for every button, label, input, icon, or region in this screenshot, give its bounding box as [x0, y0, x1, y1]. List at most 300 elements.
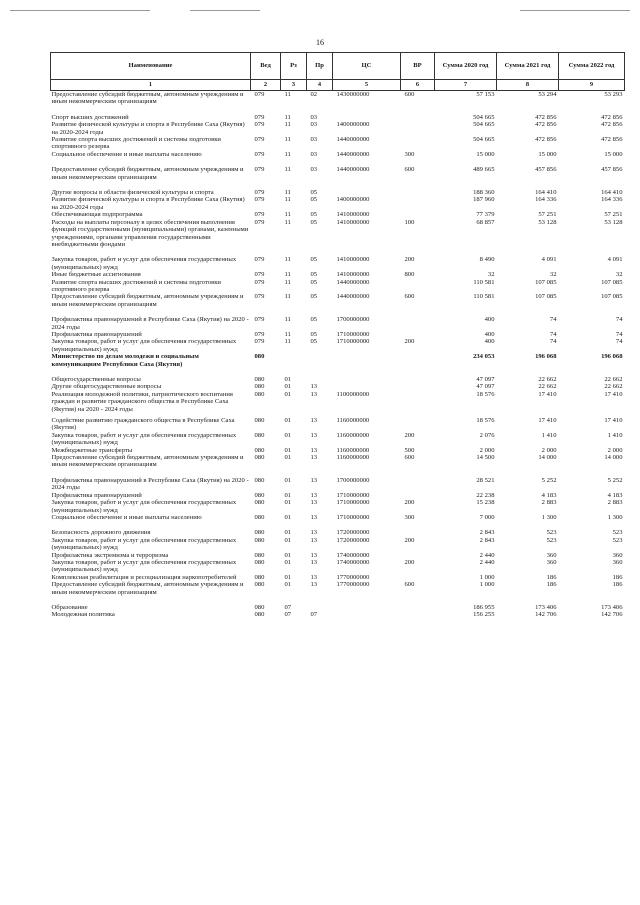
row-vr: 200 [404, 558, 415, 566]
row-ved: 080 [254, 431, 265, 439]
row-ved: 080 [254, 390, 265, 398]
row-vr [401, 477, 435, 492]
row-name: Закупка товаров, работ и услуг для обеспечения государственных (муниципальных) нужд [51, 431, 237, 447]
row-name: Развитие физической культуры и спорта в Республике Саха (Якутия) на 2020-2024 годы [51, 121, 245, 136]
table-row [51, 432, 625, 447]
row-ved: 079 [254, 196, 265, 204]
column-header: Наименование [51, 53, 251, 80]
row-sum-2021: 17 410 [538, 417, 557, 425]
row-pr: 13 [310, 499, 318, 507]
row-pr: 13 [310, 536, 318, 544]
row-cs [333, 189, 401, 196]
table-row [51, 219, 625, 257]
table-row [51, 151, 625, 166]
row-sum-2021: 53 294 [538, 91, 557, 98]
table-row [51, 537, 625, 552]
row-vr: 600 [404, 91, 415, 98]
row-cs: 1710000000 [336, 499, 370, 507]
row-ved: 079 [254, 271, 265, 279]
table-row [51, 383, 625, 390]
row-pr: 03 [310, 113, 318, 121]
column-number: 4 [307, 80, 333, 91]
row-pr [307, 604, 333, 611]
table-row [51, 611, 625, 618]
row-cs: 1410000000 [336, 218, 370, 226]
row-sum-2022: 17 410 [604, 417, 623, 425]
table-row [51, 121, 625, 136]
row-pr: 05 [310, 338, 318, 346]
row-sum-2021: 164 410 [535, 189, 557, 197]
row-vr: 600 [404, 581, 415, 589]
row-vr [401, 316, 435, 331]
row-cs: 1440000000 [336, 166, 370, 174]
row-vr: 100 [404, 218, 415, 226]
column-number: 6 [401, 80, 435, 91]
column-header: Рз [281, 53, 307, 80]
row-pr [307, 376, 333, 383]
row-name: Предоставление субсидий бюджетным, автономным учреждениям и иным некоммерческим организациям [51, 91, 244, 106]
row-pr: 05 [310, 278, 318, 286]
row-ved: 079 [254, 91, 265, 98]
row-name: Предоставление субсидий бюджетным, автономным учреждениям и иным некоммерческим организациям [51, 454, 244, 469]
table-row [51, 492, 625, 499]
row-vr [401, 376, 435, 383]
row-sum-2022: 523 [612, 529, 623, 537]
row-vr: 300 [404, 150, 415, 158]
row-pr: 13 [310, 491, 318, 499]
row-sum-2021: 74 [549, 338, 557, 346]
row-ved: 080 [254, 353, 265, 361]
row-sum-2020: 2 076 [479, 431, 495, 439]
row-cs: 1720000000 [336, 536, 370, 544]
row-cs: 1700000000 [336, 316, 370, 324]
row-cs [333, 611, 401, 618]
row-sum-2022: 22 662 [604, 383, 623, 391]
row-ved: 080 [254, 558, 265, 566]
row-name: Закупка товаров, работ и услуг для обеспечения государственных (муниципальных) нужд [51, 558, 237, 574]
row-sum-2021: 523 [546, 536, 557, 544]
row-ved: 079 [254, 150, 265, 158]
scan-artifact [190, 10, 260, 11]
row-rz: 07 [284, 611, 292, 619]
row-rz: 11 [284, 211, 291, 219]
row-cs: 1710000000 [336, 513, 370, 521]
row-rz: 01 [284, 417, 292, 425]
row-sum-2021: 17 410 [538, 390, 557, 398]
row-ved: 080 [254, 499, 265, 507]
row-pr: 05 [310, 218, 318, 226]
row-sum-2020: 400 [484, 338, 495, 346]
table-row [51, 271, 625, 278]
table-row [51, 114, 625, 121]
row-sum-2022: 107 085 [601, 293, 623, 301]
row-rz: 11 [284, 278, 291, 286]
row-sum-2021: 360 [546, 558, 557, 566]
row-sum-2020: 400 [484, 330, 495, 338]
row-sum-2022: 32 [615, 271, 623, 279]
row-vr [401, 196, 435, 211]
row-name: Предоставление субсидий бюджетным, автономным учреждениям и иным некоммерческим организациям [51, 293, 244, 308]
row-sum-2020: 77 379 [476, 211, 495, 219]
row-cs: 1440000000 [336, 293, 370, 301]
row-pr: 05 [310, 330, 318, 338]
row-ved: 079 [254, 278, 265, 286]
row-rz: 11 [284, 196, 291, 204]
row-rz: 01 [284, 446, 292, 454]
row-cs: 1710000000 [336, 491, 370, 499]
row-pr: 13 [310, 581, 318, 589]
row-sum-2021: 32 [549, 271, 557, 279]
row-name: Профилактика экстремизма и терроризма [51, 551, 169, 559]
row-cs: 1700000000 [336, 476, 370, 484]
row-ved: 080 [254, 551, 265, 559]
row-sum-2022: 173 406 [601, 603, 623, 611]
row-sum-2022: 2 883 [607, 499, 623, 507]
row-rz: 01 [284, 536, 292, 544]
row-sum-2022: 472 856 [601, 121, 623, 129]
table-row [51, 256, 625, 271]
row-sum-2021: 107 085 [535, 278, 557, 286]
row-sum-2021: 15 000 [538, 150, 557, 158]
row-name: Комплексная реабилитация и ресоциализация наркопотребителей [51, 573, 237, 581]
row-rz: 01 [284, 491, 292, 499]
row-cs: 1160000000 [336, 417, 370, 425]
row-ved: 079 [254, 330, 265, 338]
row-sum-2021: 22 662 [538, 383, 557, 391]
row-name: Содействие развитию гражданского общества в Республике Саха (Якутия) [51, 417, 235, 432]
row-sum-2022: 1 300 [607, 513, 623, 521]
table-row [51, 477, 625, 492]
row-sum-2021: 360 [546, 551, 557, 559]
row-pr: 13 [310, 529, 318, 537]
row-vr [401, 211, 435, 218]
table-row [51, 499, 625, 514]
table-row [51, 91, 625, 114]
row-rz: 01 [284, 390, 292, 398]
row-rz: 01 [284, 558, 292, 566]
row-sum-2022: 74 [615, 316, 623, 324]
row-sum-2022: 457 856 [601, 166, 623, 174]
table-row [51, 353, 625, 376]
row-cs: 1400000000 [336, 196, 370, 204]
column-number: 1 [51, 80, 251, 91]
row-ved: 080 [254, 446, 265, 454]
row-cs: 1770000000 [336, 573, 370, 581]
row-cs: 1440000000 [336, 278, 370, 286]
row-cs: 1720000000 [336, 529, 370, 537]
row-name: Министерство по делам молодежи и социальным коммуникациям Республики Саха (Якутия) [51, 353, 199, 368]
scan-artifact [10, 10, 150, 11]
row-ved: 080 [254, 529, 265, 537]
row-pr: 13 [310, 513, 318, 521]
row-vr [401, 121, 435, 136]
row-name: Профилактика правонарушений в Республике Саха (Якутия) на 2020 - 2024 годы [51, 476, 249, 492]
row-rz: 01 [284, 476, 292, 484]
row-sum-2022: 57 251 [604, 211, 623, 219]
row-pr: 13 [310, 417, 318, 425]
row-pr: 03 [310, 136, 318, 144]
row-rz: 11 [284, 189, 291, 197]
row-sum-2022: 164 336 [601, 196, 623, 204]
row-name: Иные бюджетные ассигнования [51, 271, 141, 279]
row-vr [401, 136, 435, 151]
row-sum-2021: 472 856 [535, 121, 557, 129]
row-rz: 01 [284, 573, 292, 581]
row-sum-2020: 28 521 [476, 476, 495, 484]
row-cs: 1100000000 [336, 390, 370, 398]
row-name: Обеспечивающая подпрограмма [51, 211, 143, 219]
table-row [51, 574, 625, 581]
table-row [51, 293, 625, 316]
row-sum-2022: 196 068 [601, 353, 623, 361]
row-rz: 11 [284, 330, 291, 338]
row-ved: 080 [254, 573, 265, 581]
page-number: 16 [316, 38, 324, 47]
row-name: Закупка товаров, работ и услуг для обеспечения государственных (муниципальных) нужд [51, 256, 237, 271]
row-name: Профилактика правонарушений [51, 330, 142, 338]
row-name: Безопасность дорожного движения [51, 529, 151, 537]
row-ved: 079 [254, 166, 265, 174]
row-sum-2020: 14 500 [476, 454, 495, 462]
row-rz: 11 [284, 256, 291, 264]
column-header: Пр [307, 53, 333, 80]
column-header: Сумма 2021 год [497, 53, 559, 80]
table-row [51, 391, 625, 417]
row-sum-2021: 173 406 [535, 603, 557, 611]
row-vr: 200 [404, 431, 415, 439]
row-pr: 13 [310, 573, 318, 581]
row-sum-2020: 504 665 [473, 121, 495, 129]
row-sum-2022: 186 [612, 573, 623, 581]
row-ved: 080 [254, 603, 265, 611]
row-vr [401, 383, 435, 390]
row-name: Закупка товаров, работ и услуг для обеспечения государственных (муниципальных) нужд [51, 499, 237, 514]
row-sum-2020: 504 665 [473, 136, 495, 144]
table-row [51, 316, 625, 331]
row-sum-2021: 2 000 [541, 446, 557, 454]
row-sum-2022: 164 410 [601, 189, 623, 197]
row-sum-2020: 2 440 [479, 558, 495, 566]
row-vr: 600 [404, 454, 415, 462]
row-sum-2021: 523 [546, 529, 557, 537]
column-number: 7 [435, 80, 497, 91]
row-ved: 080 [254, 513, 265, 521]
table-row [51, 376, 625, 383]
row-sum-2022: 360 [612, 558, 623, 566]
row-sum-2020: 186 955 [473, 603, 495, 611]
row-sum-2021: 186 [546, 581, 557, 589]
row-cs: 1410000000 [336, 211, 370, 219]
table-row [51, 581, 625, 604]
row-vr [401, 604, 435, 611]
row-pr: 05 [310, 293, 318, 301]
row-sum-2022: 22 662 [604, 376, 623, 383]
row-ved: 079 [254, 316, 265, 324]
row-sum-2022: 14 000 [604, 454, 623, 462]
row-name: Развитие спорта высших достижений и системы подготовки спортивного резерва [51, 136, 221, 151]
row-name: Развитие спорта высших достижений и системы подготовки спортивного резерва [51, 278, 221, 293]
row-cs: 1160000000 [336, 446, 370, 454]
table-body [51, 91, 625, 619]
row-pr: 05 [310, 256, 318, 264]
row-sum-2021: 14 000 [538, 454, 557, 462]
row-cs: 1160000000 [336, 454, 370, 462]
row-pr: 13 [310, 454, 318, 462]
row-ved: 079 [254, 256, 265, 264]
row-ved: 079 [254, 338, 265, 346]
row-pr: 13 [310, 476, 318, 484]
row-sum-2021: 457 856 [535, 166, 557, 174]
row-name: Социальное обеспечение и иные выплаты населению [51, 513, 202, 521]
row-ved: 080 [254, 383, 265, 391]
row-sum-2021: 1 300 [541, 513, 557, 521]
row-sum-2020: 400 [484, 316, 495, 324]
row-sum-2020: 156 255 [473, 611, 495, 619]
row-name: Развитие физической культуры и спорта в Республике Саха (Якутия) на 2020-2024 годы [51, 196, 245, 211]
row-sum-2020: 187 960 [473, 196, 495, 204]
row-ved: 080 [254, 491, 265, 499]
row-rz: 11 [284, 218, 291, 226]
row-ved: 080 [254, 376, 265, 383]
row-ved: 080 [254, 417, 265, 425]
row-sum-2022: 107 085 [601, 278, 623, 286]
row-cs [333, 604, 401, 611]
row-rz: 01 [284, 454, 292, 462]
row-ved: 080 [254, 611, 265, 619]
row-sum-2021: 53 128 [538, 218, 557, 226]
row-vr [401, 574, 435, 581]
row-vr [401, 279, 435, 294]
table-row [51, 559, 625, 574]
row-cs [333, 114, 401, 121]
row-cs: 1440000000 [336, 136, 370, 144]
row-rz: 01 [284, 383, 292, 391]
row-vr: 200 [404, 256, 415, 264]
row-name: Предоставление субсидий бюджетным, автономным учреждениям и иным некоммерческим организациям [51, 581, 244, 596]
table-row [51, 514, 625, 529]
row-sum-2020: 68 857 [476, 218, 495, 226]
row-vr [401, 529, 435, 536]
row-pr: 03 [310, 121, 318, 129]
row-ved: 080 [254, 581, 265, 589]
row-sum-2020: 2 843 [479, 529, 495, 537]
row-pr: 03 [310, 166, 318, 174]
row-rz: 11 [284, 150, 291, 158]
row-sum-2021: 74 [549, 330, 557, 338]
row-vr: 600 [404, 166, 415, 174]
row-sum-2020: 47 097 [476, 383, 495, 391]
row-sum-2021: 1 410 [541, 431, 557, 439]
row-cs: 1740000000 [336, 551, 370, 559]
table-row [51, 338, 625, 353]
table-row [51, 552, 625, 559]
row-sum-2020: 110 581 [473, 278, 495, 286]
row-sum-2021: 4 091 [541, 256, 557, 264]
row-rz: 11 [284, 271, 291, 279]
table-row [51, 166, 625, 189]
column-header: Сумма 2022 год [559, 53, 625, 80]
row-ved: 079 [254, 189, 265, 197]
row-sum-2020: 7 000 [479, 513, 495, 521]
row-sum-2020: 489 665 [473, 166, 495, 174]
row-sum-2020: 504 665 [473, 113, 495, 121]
row-sum-2020: 57 153 [476, 91, 495, 98]
budget-table [50, 52, 625, 619]
row-pr: 05 [310, 211, 318, 219]
row-sum-2021: 472 856 [535, 113, 557, 121]
row-pr: 13 [310, 431, 318, 439]
table-row [51, 447, 625, 454]
row-vr [401, 492, 435, 499]
row-sum-2021: 186 [546, 573, 557, 581]
row-sum-2022: 523 [612, 536, 623, 544]
row-rz [281, 353, 307, 376]
row-sum-2020: 2 843 [479, 536, 495, 544]
row-pr: 05 [310, 271, 318, 279]
row-pr: 13 [310, 383, 318, 391]
row-name: Предоставление субсидий бюджетным, автономным учреждениям и иным некоммерческим организациям [51, 166, 244, 181]
row-sum-2020: 188 360 [473, 189, 495, 197]
row-pr: 02 [310, 91, 318, 98]
row-sum-2022: 2 000 [607, 446, 623, 454]
row-sum-2020: 22 238 [476, 491, 495, 499]
column-number-row [51, 80, 625, 91]
row-rz: 11 [284, 316, 291, 324]
row-rz: 01 [284, 499, 292, 507]
row-sum-2022: 4 091 [607, 256, 623, 264]
row-vr: 200 [404, 536, 415, 544]
row-sum-2021: 142 706 [535, 611, 557, 619]
row-pr: 05 [310, 196, 318, 204]
row-sum-2020: 15 000 [476, 150, 495, 158]
row-cs: 1160000000 [336, 431, 370, 439]
row-vr [401, 189, 435, 196]
row-sum-2020: 2 000 [479, 446, 495, 454]
table-row [51, 331, 625, 338]
row-sum-2022: 74 [615, 330, 623, 338]
row-cs: 1440000000 [336, 150, 370, 158]
row-sum-2021: 5 252 [541, 476, 557, 484]
row-pr: 13 [310, 390, 318, 398]
row-sum-2022: 53 128 [604, 218, 623, 226]
row-cs: 1400000000 [336, 121, 370, 129]
row-sum-2021: 22 662 [538, 376, 557, 383]
scan-artifact [520, 10, 630, 11]
row-rz: 11 [284, 113, 291, 121]
row-name: Социальное обеспечение и иные выплаты населению [51, 150, 202, 158]
row-sum-2020: 234 053 [473, 353, 495, 361]
row-name: Образование [51, 603, 88, 611]
row-rz: 11 [284, 121, 291, 129]
row-vr [401, 391, 435, 417]
row-ved: 080 [254, 536, 265, 544]
row-cs [333, 376, 401, 383]
row-rz: 01 [284, 431, 292, 439]
row-sum-2020: 110 581 [473, 293, 495, 301]
row-sum-2022: 1 410 [607, 431, 623, 439]
table-row [51, 196, 625, 211]
table-row [51, 529, 625, 536]
row-pr: 05 [310, 189, 318, 197]
row-name: Молодежная политика [51, 611, 115, 619]
row-sum-2020: 32 [487, 271, 495, 279]
row-cs: 1710000000 [336, 330, 370, 338]
row-vr [401, 331, 435, 338]
row-vr [401, 114, 435, 121]
row-cs: 1710000000 [336, 338, 370, 346]
row-rz: 01 [284, 581, 292, 589]
row-pr [307, 353, 333, 376]
